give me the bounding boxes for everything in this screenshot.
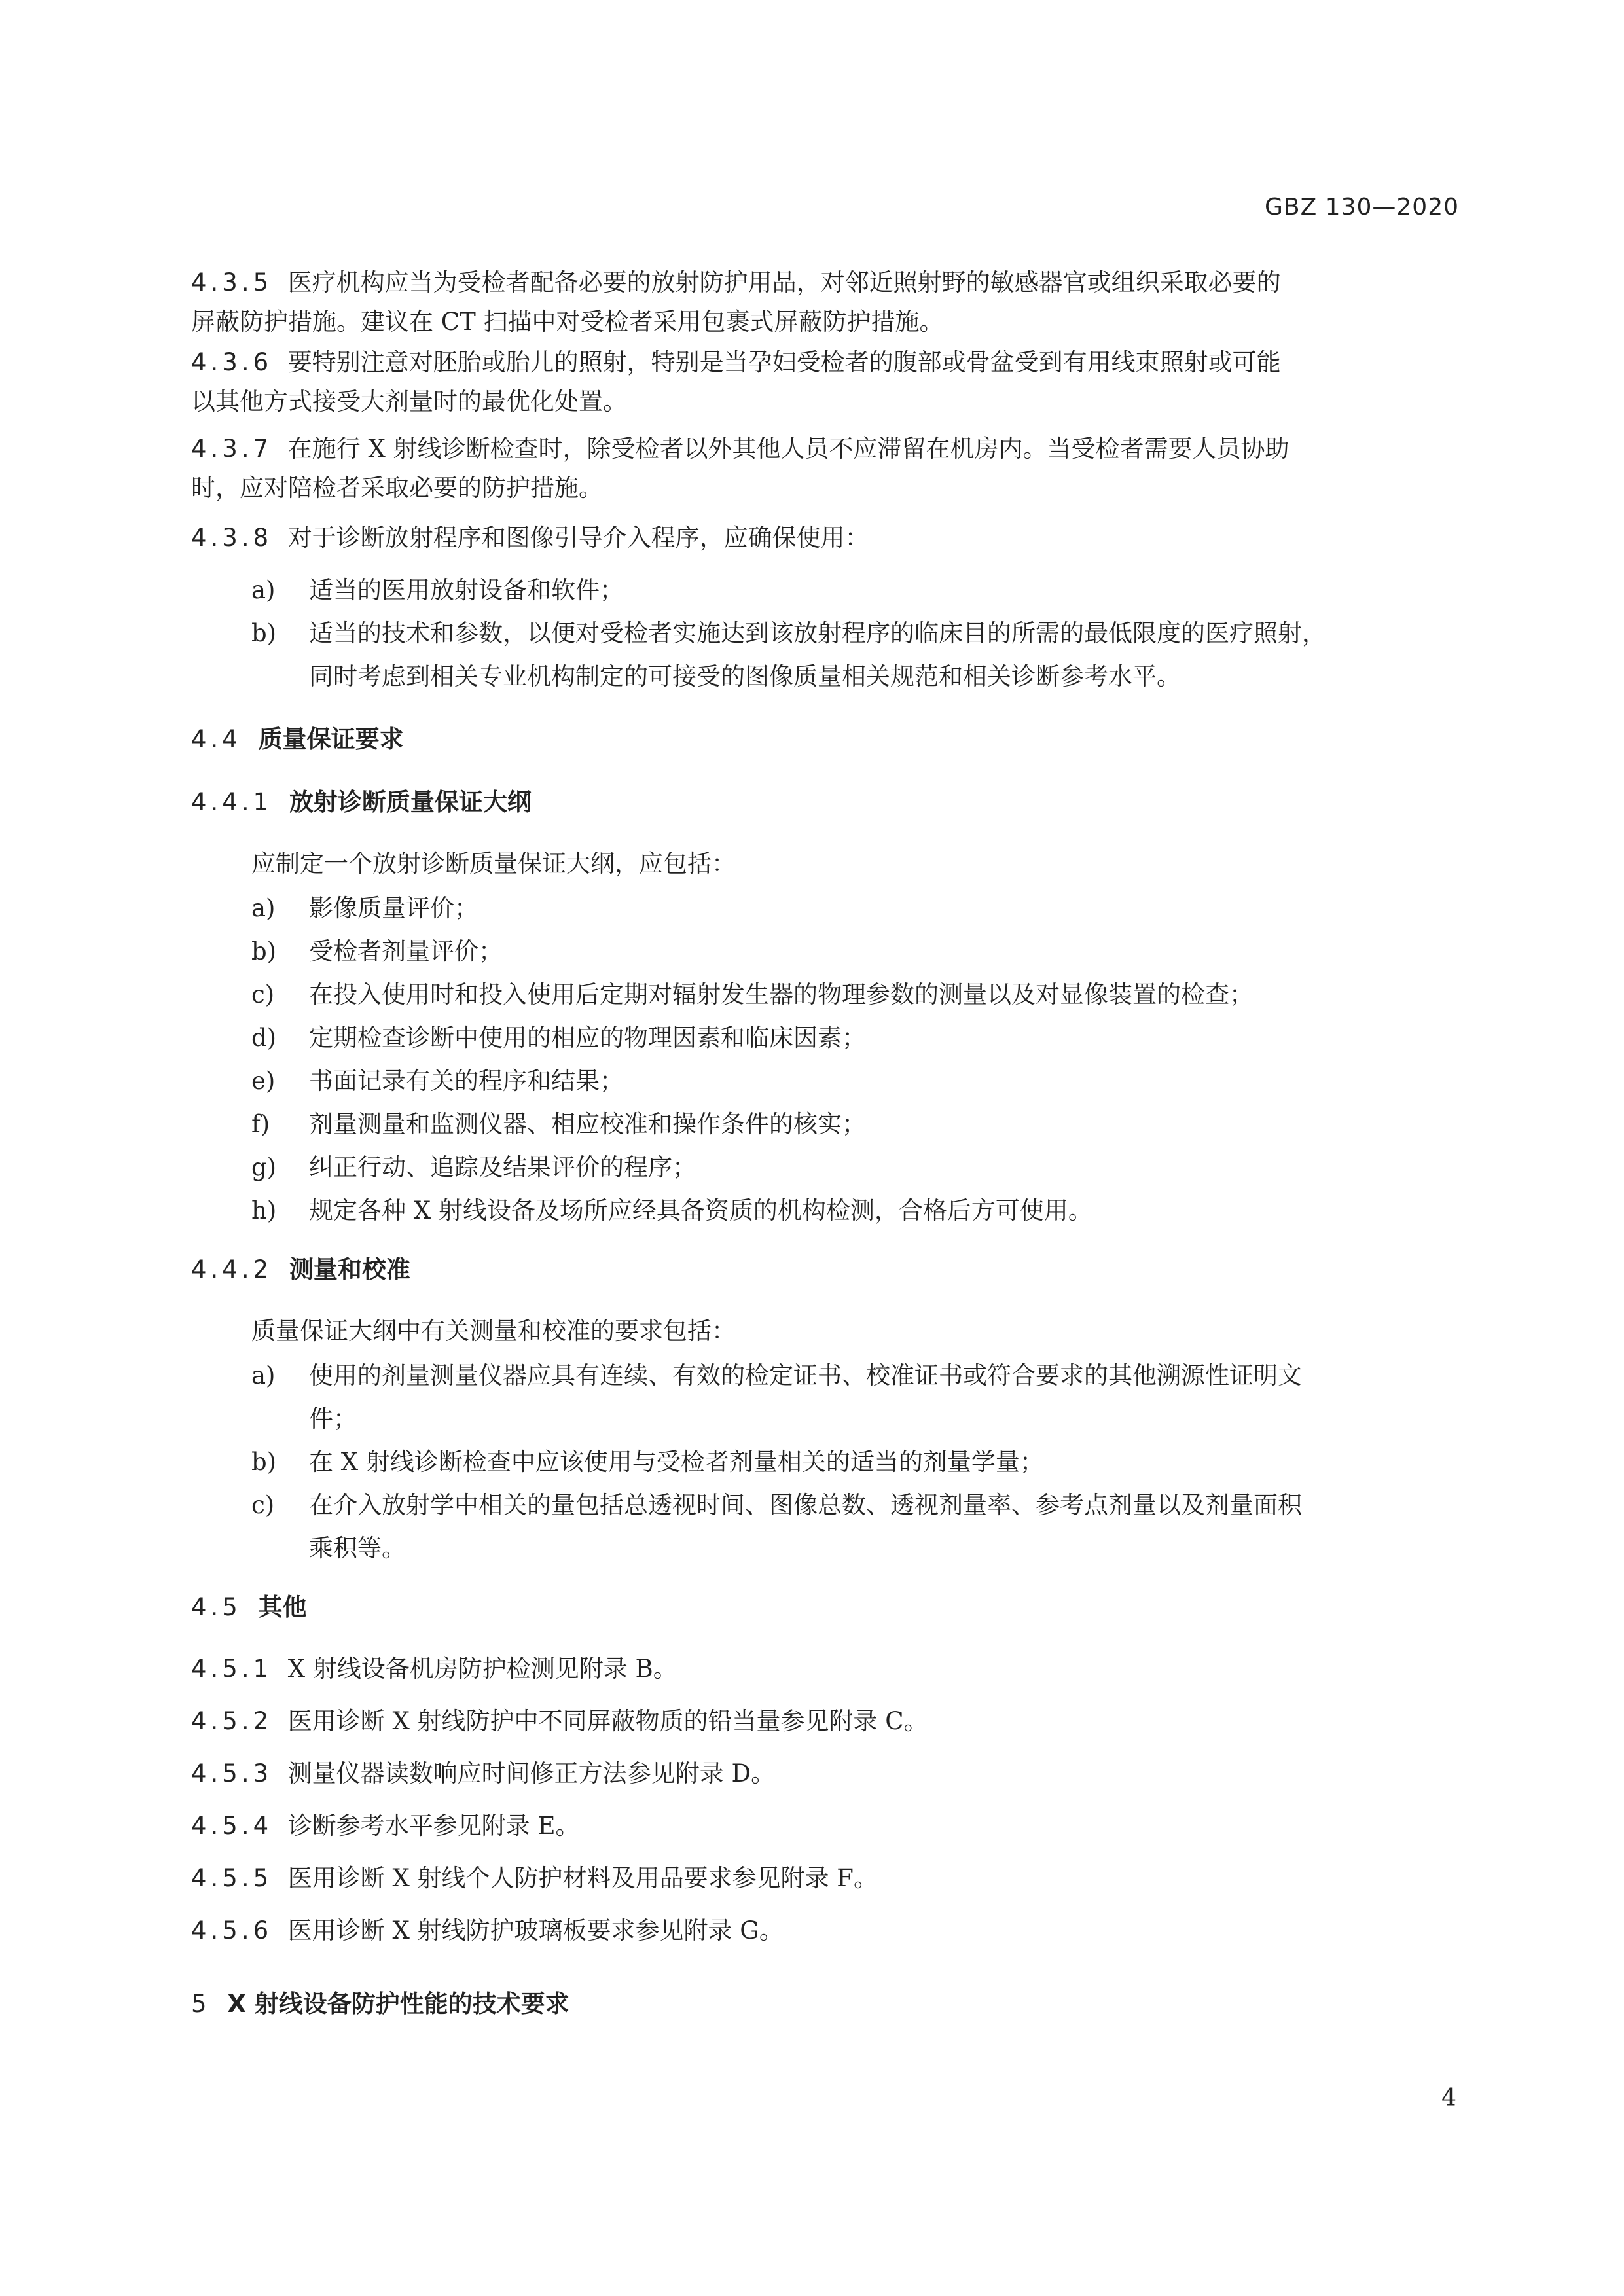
list-item [251,1191,1528,1230]
clause-4-5-4 [191,1806,1468,1846]
clause-number: 4.5.3 [191,1759,273,1787]
item-label: b) [251,1448,277,1476]
section-heading-4-4-1 [191,783,1468,822]
chapter-heading-5 [191,1984,1468,2024]
item-text: 适当的技术和参数，以便对受检者实施达到该放射程序的临床目的所需的最低限度的医疗照射， [309,619,1326,647]
item-label: h) [251,1196,277,1225]
item-text: 受检者剂量评价； [309,937,503,965]
clause-4-5-2 [191,1702,1468,1741]
clause-text: 医用诊断 X 射线防护中不同屏蔽物质的铅当量参见附录 C。 [287,1707,928,1735]
section-title: 放射诊断质量保证大纲 [289,788,532,816]
list-item [251,975,1528,1014]
section-number: 4.4 [191,725,242,753]
paragraph: 质量保证大纲中有关测量和校准的要求包括： [251,1317,736,1345]
item-label: a) [251,1361,276,1390]
item-text: 使用的剂量测量仪器应具有连续、有效的检定证书、校准证书或符合要求的其他溯源性证明文 [309,1361,1302,1390]
item-label: d) [251,1024,277,1052]
item-text: 影像质量评价； [309,894,478,922]
list-item [251,1356,1528,1395]
chapter-title: X 射线设备防护性能的技术要求 [227,1990,569,2018]
item-text: 在投入使用时和投入使用后定期对辐射发生器的物理参数的测量以及对显像装置的检查； [309,980,1254,1009]
item-text: 在 X 射线诊断检查中应该使用与受检者剂量相关的适当的剂量学量； [309,1448,1044,1476]
item-text: 适当的医用放射设备和软件； [309,576,624,604]
section-heading-4-5 [191,1588,1468,1627]
clause-4-5-3 [191,1754,1468,1793]
clause-text: 医疗机构应当为受检者配备必要的放射防护用品，对邻近照射野的敏感器官或组织采取必要的 [287,268,1281,296]
clause-4-3-5-cont: 屏蔽防护措施。建议在 CT 扫描中对受检者采用包裹式屏蔽防护措施。 [191,308,944,336]
item-label: a) [251,576,276,604]
list-item [251,1148,1528,1187]
clause-text: 诊断参考水平参见附录 E。 [287,1812,580,1840]
list-item [251,614,1528,653]
list-item [251,1062,1528,1101]
list-item-cont: 件； [309,1405,357,1433]
item-text: 剂量测量和监测仪器、相应校准和操作条件的核实； [309,1110,866,1138]
item-label: c) [251,980,275,1009]
clause-number: 4.5.1 [191,1655,273,1683]
clause-4-3-6-cont: 以其他方式接受大剂量时的最优化处置。 [191,387,627,416]
section-number: 4.4.1 [191,788,273,816]
list-item [251,889,1528,928]
item-label: e) [251,1067,276,1095]
clause-number: 4.3.5 [191,268,273,296]
clause-text: 测量仪器读数响应时间修正方法参见附录 D。 [287,1759,776,1787]
clause-text: 在施行 X 射线诊断检查时，除受检者以外其他人员不应滞留在机房内。当受检者需要人员协助 [287,435,1290,463]
list-item [251,932,1528,971]
clause-text: 对于诊断放射程序和图像引导介入程序，应确保使用： [287,524,869,552]
clause-text: X 射线设备机房防护检测见附录 B。 [287,1655,677,1683]
clause-number: 4.5.2 [191,1707,273,1735]
section-title: 其他 [258,1593,307,1621]
item-text: 在介入放射学中相关的量包括总透视时间、图像总数、透视剂量率、参考点剂量以及剂量面积 [309,1491,1302,1519]
clause-4-5-5 [191,1859,1468,1898]
clause-number: 4.3.8 [191,524,273,552]
clause-number: 4.3.7 [191,435,273,463]
list-item-cont: 同时考虑到相关专业机构制定的可接受的图像质量相关规范和相关诊断参考水平。 [309,662,1181,691]
item-label: a) [251,894,276,922]
list-item [251,1105,1528,1144]
clause-4-5-1 [191,1649,1468,1689]
list-item [251,1443,1528,1482]
section-heading-4-4 [191,720,1468,759]
list-item-cont: 乘积等。 [309,1534,406,1562]
clause-4-3-7-cont: 时，应对陪检者采取必要的防护措施。 [191,474,603,502]
clause-number: 4.5.6 [191,1916,273,1945]
clause-number: 4.5.4 [191,1812,273,1840]
clause-4-3-6 [191,343,1468,382]
item-label: g) [251,1153,277,1181]
paragraph: 应制定一个放射诊断质量保证大纲，应包括： [251,850,736,878]
list-item [251,1486,1528,1525]
clause-4-3-8 [191,518,1468,558]
clause-4-3-5 [191,263,1468,302]
item-text: 纠正行动、追踪及结果评价的程序； [309,1153,696,1181]
item-text: 书面记录有关的程序和结果； [309,1067,624,1095]
item-text: 定期检查诊断中使用的相应的物理因素和临床因素； [309,1024,866,1052]
section-heading-4-4-2 [191,1250,1468,1289]
clause-text: 医用诊断 X 射线个人防护材料及用品要求参见附录 F。 [287,1864,878,1892]
item-label: f) [251,1110,270,1138]
section-number: 4.5 [191,1593,242,1621]
page-number: 4 [1441,2085,1456,2111]
section-title: 测量和校准 [289,1255,410,1283]
clause-number: 4.3.6 [191,348,273,376]
item-text: 规定各种 X 射线设备及场所应经具备资质的机构检测，合格后方可使用。 [309,1196,1092,1225]
clause-number: 4.5.5 [191,1864,273,1892]
item-label: b) [251,937,277,965]
section-title: 质量保证要求 [258,725,404,753]
clause-4-3-7 [191,429,1468,469]
section-number: 4.4.2 [191,1255,273,1283]
list-item [251,1018,1528,1058]
clause-text: 要特别注意对胚胎或胎儿的照射，特别是当孕妇受检者的腹部或骨盆受到有用线束照射或可能 [287,348,1281,376]
clause-4-5-6 [191,1911,1468,1950]
document-code-header: GBZ 130—2020 [1264,194,1459,221]
item-label: b) [251,619,277,647]
chapter-number: 5 [191,1990,211,2018]
item-label: c) [251,1491,275,1519]
list-item [251,571,1528,610]
clause-text: 医用诊断 X 射线防护玻璃板要求参见附录 G。 [287,1916,784,1945]
